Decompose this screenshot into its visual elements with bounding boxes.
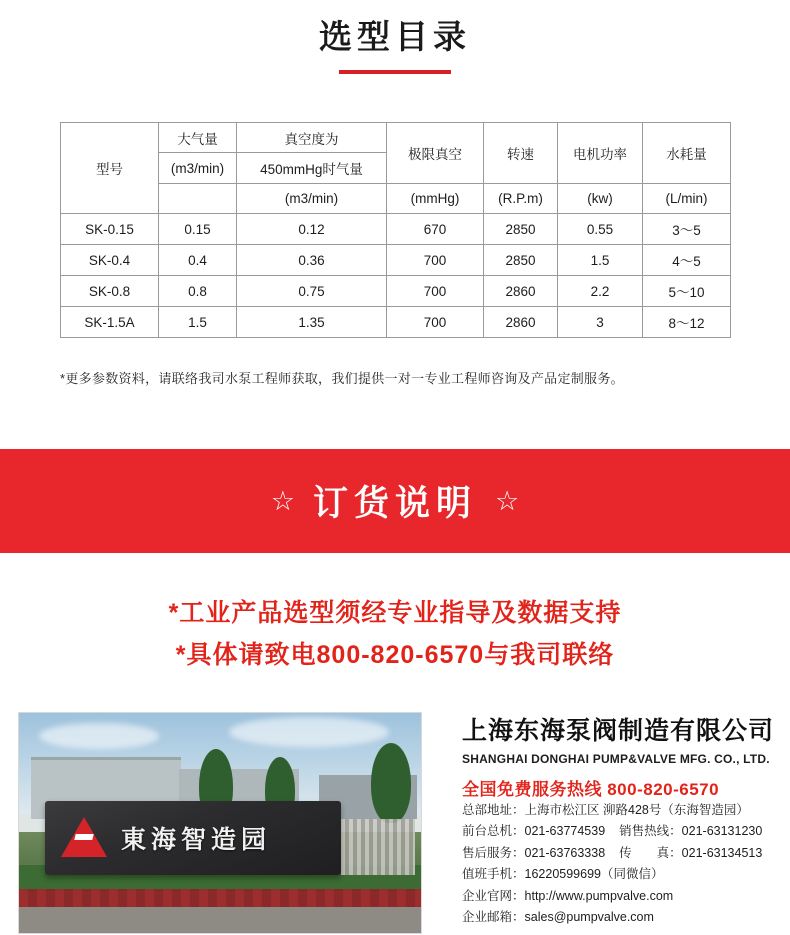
cell-water: 4～5 bbox=[643, 245, 731, 276]
unit-speed: (R.P.m) bbox=[484, 184, 558, 214]
contact-fax-label: 传 真： bbox=[619, 845, 682, 860]
cell-speed: 2860 bbox=[484, 307, 558, 338]
gate-shape bbox=[341, 819, 415, 875]
flower-bed-shape bbox=[19, 889, 421, 909]
cell-limit: 700 bbox=[387, 245, 484, 276]
order-instructions-banner bbox=[0, 449, 790, 553]
table-header-row-1 bbox=[61, 123, 731, 153]
cell-limit: 670 bbox=[387, 214, 484, 245]
cell-vacuum: 0.36 bbox=[237, 245, 387, 276]
company-name-cn: 上海东海泵阀制造有限公司 bbox=[462, 716, 775, 745]
unit-power: (kw) bbox=[558, 184, 643, 214]
cell-water: 8～12 bbox=[643, 307, 731, 338]
cell-vacuum: 0.75 bbox=[237, 276, 387, 307]
contact-email-label: 企业邮箱： bbox=[462, 910, 525, 925]
header-water-consumption: 水耗量 bbox=[643, 123, 731, 184]
page-title-block bbox=[0, 0, 790, 74]
contact-front-desk-value: 021-63774539 bbox=[524, 824, 606, 839]
cell-atmospheric: 0.4 bbox=[159, 245, 237, 276]
cell-atmospheric: 1.5 bbox=[159, 307, 237, 338]
contact-aftersales-value: 021-63763338 bbox=[524, 845, 606, 860]
table-row bbox=[61, 245, 731, 276]
banner-inner bbox=[271, 476, 519, 526]
unit-limit: (mmHg) bbox=[387, 184, 484, 214]
contact-sales-value: 021-63131230 bbox=[681, 824, 763, 839]
contact-address-value: 上海市松江区 泖路428号（东海智造园） bbox=[524, 802, 749, 817]
header-model: 型号 bbox=[61, 123, 159, 214]
monument-text: 東海智造园 bbox=[121, 824, 272, 854]
contact-duty-mobile-label: 值班手机： bbox=[462, 867, 525, 882]
cell-atmospheric: 0.8 bbox=[159, 276, 237, 307]
cell-speed: 2860 bbox=[484, 276, 558, 307]
contact-front-desk-label: 前台总机： bbox=[462, 824, 525, 839]
contact-address-label: 总部地址： bbox=[462, 802, 525, 817]
contact-aftersales-label: 售后服务： bbox=[462, 845, 525, 860]
cell-water: 3～5 bbox=[643, 214, 731, 245]
table-row bbox=[61, 276, 731, 307]
header-vacuum-sub: 450mmHg时气量 bbox=[237, 153, 387, 184]
cell-power: 0.55 bbox=[558, 214, 643, 245]
contact-address bbox=[462, 800, 774, 822]
cloud-shape bbox=[229, 717, 389, 747]
statements-block bbox=[0, 593, 790, 676]
cell-model: SK-0.4 bbox=[61, 245, 159, 276]
star-icon-left: ☆ bbox=[270, 485, 295, 516]
contact-website[interactable] bbox=[462, 886, 774, 908]
table-row bbox=[61, 214, 731, 245]
cell-power: 3 bbox=[558, 307, 643, 338]
header-vacuum-degree: 真空度为 bbox=[237, 123, 387, 153]
title-underline-rule bbox=[339, 70, 451, 74]
cell-speed: 2850 bbox=[484, 214, 558, 245]
spec-table bbox=[60, 122, 731, 338]
cell-model: SK-0.8 bbox=[61, 276, 159, 307]
unit-vacuum: (m3/min) bbox=[237, 184, 387, 214]
statement-line-1: *工业产品选型须经专业指导及数据支持 bbox=[168, 599, 622, 628]
cloud-shape bbox=[39, 723, 159, 749]
cell-power: 2.2 bbox=[558, 276, 643, 307]
contact-sales-label: 销售热线： bbox=[619, 824, 682, 839]
cell-limit: 700 bbox=[387, 307, 484, 338]
cell-vacuum: 0.12 bbox=[237, 214, 387, 245]
header-atmospheric: 大气量 bbox=[159, 123, 237, 153]
cell-speed: 2850 bbox=[484, 245, 558, 276]
page-title: 选型目录 bbox=[319, 18, 471, 55]
contact-fax-value: 021-63134513 bbox=[681, 845, 763, 860]
unit-blank bbox=[159, 184, 237, 214]
table-row bbox=[61, 307, 731, 338]
contact-website-label: 企业官网： bbox=[462, 888, 525, 903]
statement-line-2: *具体请致电800-820-6570与我司联络 bbox=[175, 640, 615, 669]
header-speed: 转速 bbox=[484, 123, 558, 184]
company-name-en: SHANGHAI DONGHAI PUMP&VALVE MFG. CO., LTD. bbox=[462, 751, 770, 766]
cell-model: SK-1.5A bbox=[61, 307, 159, 338]
contact-website-value[interactable]: http://www.pumpvalve.com bbox=[524, 888, 674, 903]
unit-water: (L/min) bbox=[643, 184, 731, 214]
contact-duty-mobile bbox=[462, 864, 774, 886]
footer bbox=[0, 712, 790, 934]
contact-duty-mobile-value: 16220599699（同微信） bbox=[524, 867, 664, 882]
contact-email-value[interactable]: sales@pumpvalve.com bbox=[524, 910, 654, 925]
banner-title: 订货说明 bbox=[312, 484, 477, 524]
cell-model: SK-0.15 bbox=[61, 214, 159, 245]
path-shape bbox=[19, 907, 421, 933]
star-icon-right: ☆ bbox=[495, 485, 520, 516]
contact-front-desk bbox=[462, 821, 774, 843]
company-info bbox=[422, 712, 774, 929]
cell-atmospheric: 0.15 bbox=[159, 214, 237, 245]
table-note: *更多参数资料，请联络我司水泵工程师获取，我们提供一对一专业工程师咨询及产品定制服务。 bbox=[60, 371, 624, 387]
cell-power: 1.5 bbox=[558, 245, 643, 276]
contact-email[interactable] bbox=[462, 907, 774, 929]
spec-table-wrapper bbox=[60, 122, 730, 338]
header-limit-vacuum: 极限真空 bbox=[387, 123, 484, 184]
monument-stone bbox=[45, 801, 341, 875]
cell-limit: 700 bbox=[387, 276, 484, 307]
table-header-row-3 bbox=[61, 184, 731, 214]
unit-atmospheric: (m3/min) bbox=[159, 153, 237, 184]
cell-water: 5～10 bbox=[643, 276, 731, 307]
header-motor-power: 电机功率 bbox=[558, 123, 643, 184]
hotline: 全国免费服务热线 800-820-6570 bbox=[462, 779, 720, 799]
tree-shape bbox=[371, 743, 411, 823]
triangle-logo-icon bbox=[61, 817, 107, 859]
cell-vacuum: 1.35 bbox=[237, 307, 387, 338]
contact-aftersales bbox=[462, 843, 774, 865]
factory-photo bbox=[18, 712, 422, 934]
